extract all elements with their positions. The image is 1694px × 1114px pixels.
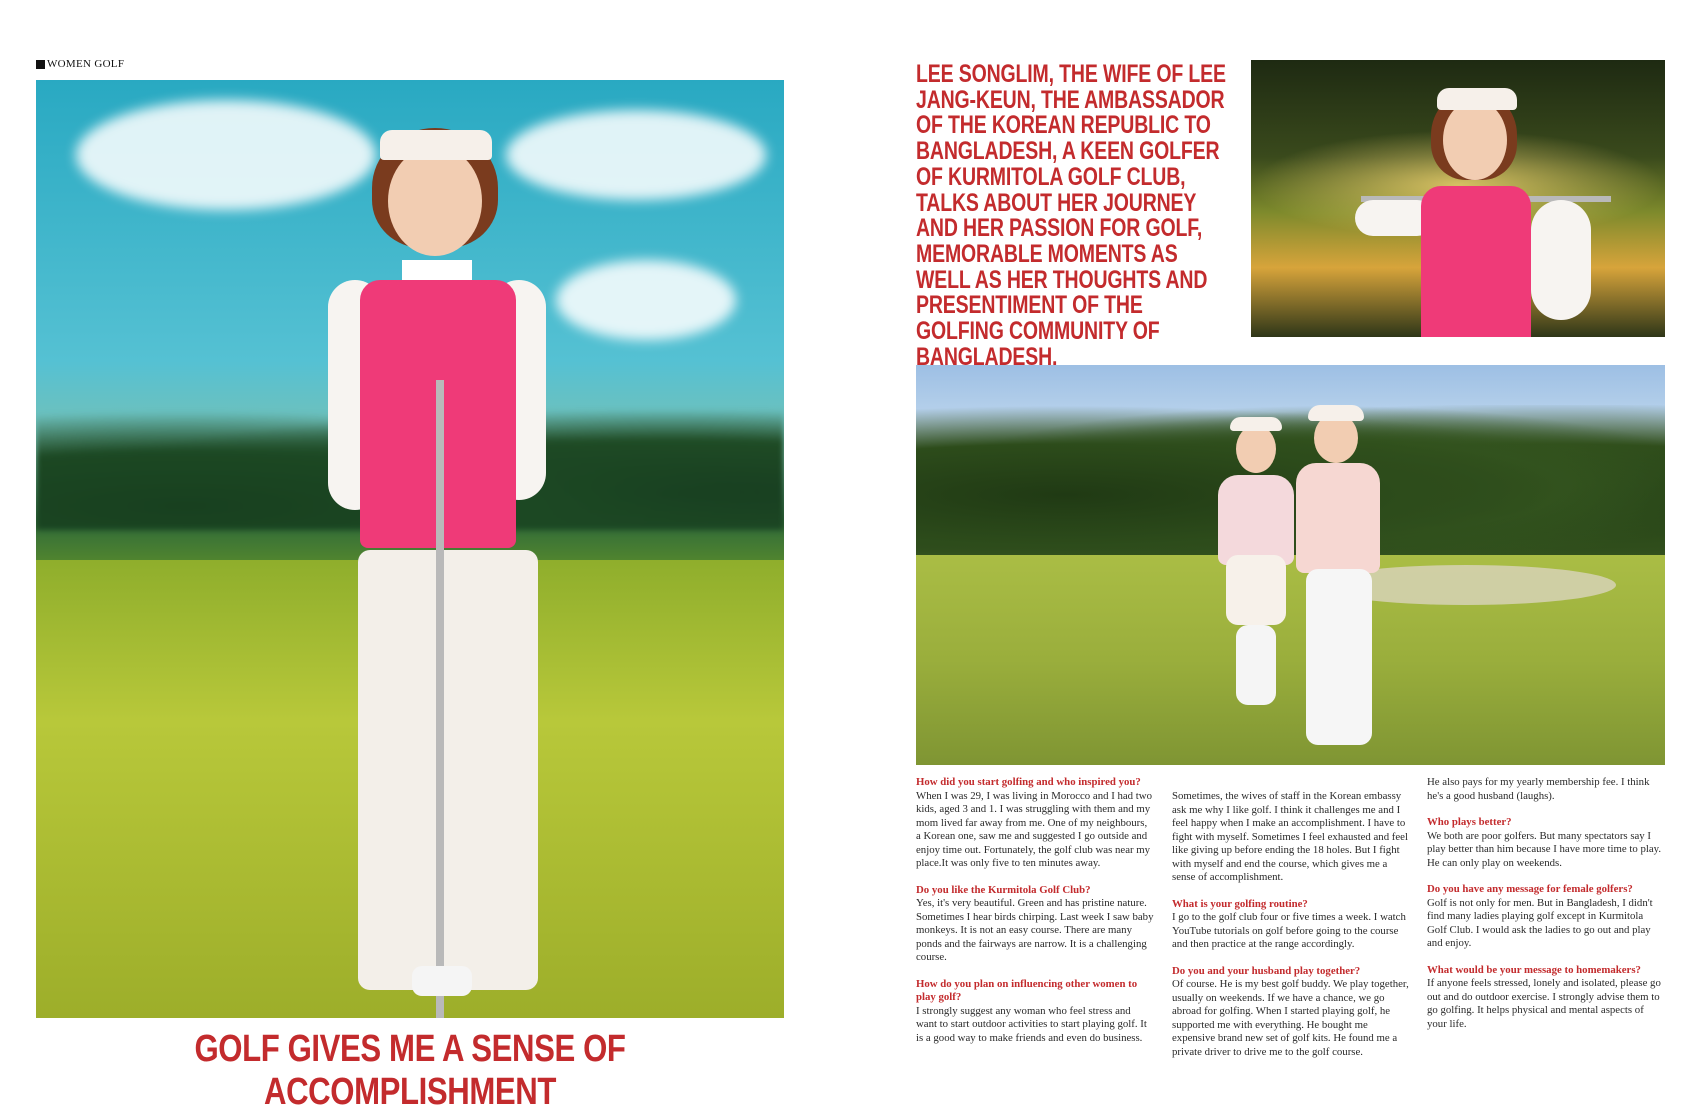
question: How do you plan on influencing other women to play golf?	[916, 977, 1138, 1003]
answer: Sometimes, the wives of staff in the Korean embassy ask me why I like golf. I think it challenges me and I feel happy when I make an accomplishment. I have to fight with myself. Sometimes I feel exhausted and feel like giving up before ending the 18 holes. But I fight with myself and end the course, which gives me a sense of accomplishment.	[1172, 790, 1408, 883]
section-square-icon	[36, 60, 45, 69]
golfer-figure	[316, 110, 616, 1010]
answer: He also pays for my yearly membership fee. I think he's a good husband (laughs).	[1427, 776, 1650, 802]
question: Do you and your husband play together?	[1172, 964, 1361, 977]
article-columns	[916, 776, 1665, 1076]
page-headline: GOLF GIVES ME A SENSE OF ACCOMPLISHMENT	[194, 1028, 626, 1113]
answer: Yes, it's very beautiful. Green and has pristine nature. Sometimes I hear birds chirping. Last week I saw baby monkeys. It is not an easy course. There are many ponds and the fairways are narrow. It is a challenging course.	[916, 897, 1154, 963]
article-column-3	[1427, 776, 1665, 1044]
article-column-2	[1172, 790, 1410, 1072]
question: How did you start golfing and who inspired you?	[916, 776, 1141, 788]
question: What would be your message to homemakers?	[1427, 963, 1641, 976]
question: Do you have any message for female golfers?	[1427, 883, 1633, 895]
question: Who plays better?	[1427, 816, 1512, 828]
section-tag-label: WOMEN GOLF	[47, 58, 125, 70]
answer: When I was 29, I was living in Morocco and I had two kids, aged 3 and 1. I was struggling with them and my mom lived far away from me. One of my neighbours, a Korean one, saw me and suggested I go outside and enjoy time out. Fortunately, the golf club was near my place.It was only five to ten minutes away.	[916, 789, 1152, 869]
couple-photo	[916, 365, 1665, 765]
answer: Golf is not only for men. But in Bangladesh, I didn't find many ladies playing golf except in Kurmitola Golf Club. I would ask the ladies to go out and play and enjoy.	[1427, 896, 1653, 949]
question: What is your golfing routine?	[1172, 897, 1308, 910]
answer: Of course. He is my best golf buddy. We play together, usually on weekends. If we have a chance, we go abroad for golfing. When I started playing golf, he supported me with everything. He bought me expensive brand new set of golf kits. He found me a private driver to drive me to the golf course.	[1172, 978, 1409, 1058]
intro-deck: LEE SONGLIM, THE WIFE OF LEE JANG-KEUN, THE AMBASSADOR OF THE KOREAN REPUBLIC TO BANGLADESH, A KEEN GOLFER OF KURMITOLA GOLF CLUB, TALKS ABOUT HER JOURNEY AND HER PASSION FOR GOLF, MEMORABLE MOMENTS AS WELL AS HER THOUGHTS AND PRESENTIMENT OF THE GOLFING COMMUNITY OF BANGLADESH.	[916, 60, 1226, 371]
article-column-1	[916, 776, 1154, 1058]
question: Do you like the Kurmitola Golf Club?	[916, 883, 1091, 896]
answer: I go to the golf club four or five times a week. I watch YouTube tutorials on golf before going to the course and then practice at the range accordingly.	[1172, 911, 1406, 950]
main-portrait-photo	[36, 80, 784, 1018]
answer: We both are poor golfers. But many spectators say I play better than him because I have more time to play. He can only play on weekends.	[1427, 829, 1662, 869]
golfer-figure	[1351, 80, 1611, 337]
answer: If anyone feels stressed, lonely and isolated, please go out and do outdoor exercise. I strongly advise them to go golfing. It helps physical and mental aspects of your life.	[1427, 977, 1661, 1030]
golfer-portrait-photo	[1251, 60, 1665, 337]
answer: I strongly suggest any woman who feel stress and want to start outdoor activities to start playing golf. It is a good way to make friends and even do business.	[916, 1004, 1147, 1044]
section-tag	[36, 58, 124, 70]
couple-figure	[1196, 405, 1396, 765]
